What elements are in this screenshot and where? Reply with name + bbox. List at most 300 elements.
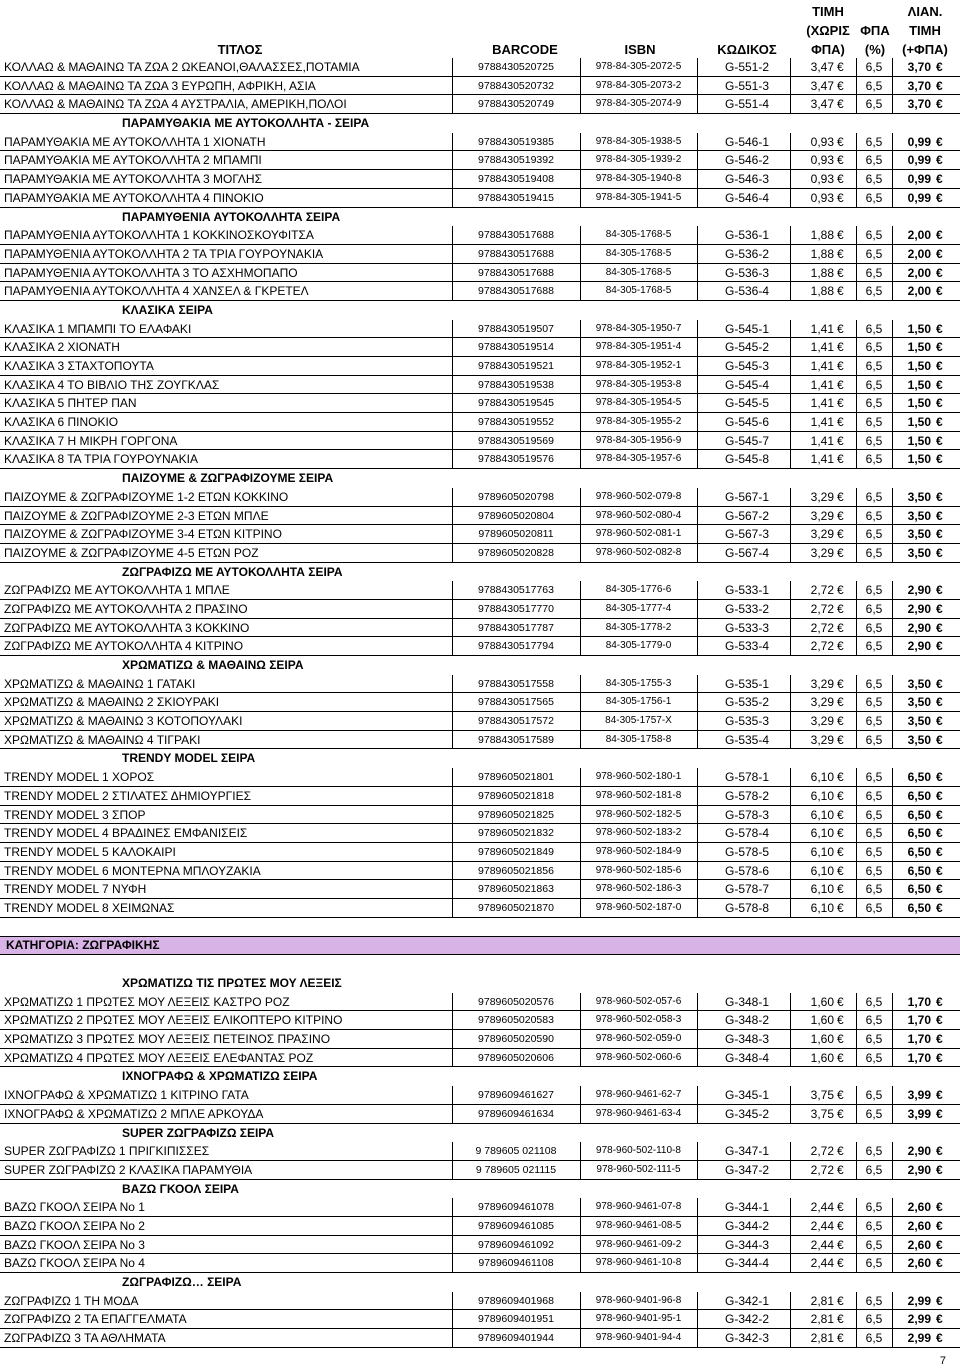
series-heading-row (0, 301, 960, 320)
series-heading: ΧΡΩΜΑΤΙΖΩ ΤΙΣ ΠΡΩΤΕΣ ΜΟΥ ΛΕΞΕΙΣ (122, 976, 342, 990)
currency-symbol: € (837, 676, 844, 691)
vat-cell: 6,5 (865, 415, 883, 430)
retail-price-cell: 1,50 (907, 340, 931, 355)
column-divider (856, 1217, 857, 1236)
category-title: ΚΑΤΗΓΟΡΙΑ: ΖΩΓΡΑΦΙΚΗΣ (6, 938, 160, 953)
column-divider (697, 320, 698, 339)
vat-cell: 6,5 (865, 826, 883, 841)
isbn-cell: 978-960-9461-09-2 (595, 1238, 682, 1250)
price-cell: 3,29 (810, 714, 834, 729)
column-divider (892, 731, 893, 750)
isbn-cell: 84-305-1776-6 (605, 584, 672, 596)
barcode-cell: 9789605020828 (478, 546, 554, 559)
code-cell: G-567-4 (724, 545, 770, 560)
isbn-cell: 978-960-502-057-6 (595, 995, 682, 1007)
column-divider (697, 1161, 698, 1180)
isbn-cell: 978-84-305-2073-2 (595, 79, 682, 91)
product-title: ΠΑΙΖΟΥΜΕ & ΖΩΓΡΑΦΙΖΟΥΜΕ 2-3 ΕΤΩΝ ΜΠΛΕ (4, 508, 269, 523)
currency-symbol: € (837, 190, 844, 205)
column-divider (892, 1086, 893, 1105)
currency-symbol: € (936, 1088, 943, 1103)
price-cell: 2,72 (810, 1162, 834, 1177)
series-heading-row (0, 974, 960, 993)
barcode-cell: 9788430517589 (478, 733, 554, 746)
retail-price-cell: 0,99 (907, 172, 931, 187)
price-cell: 3,47 (810, 97, 834, 112)
column-divider (790, 1198, 791, 1217)
price-cell: 2,44 (810, 1218, 834, 1233)
code-cell: G-567-2 (724, 508, 770, 523)
column-divider (697, 95, 698, 114)
column-divider (790, 581, 791, 600)
series-heading: TRENDY MODEL ΣΕΙΡΑ (122, 751, 256, 766)
column-divider (856, 843, 857, 862)
column-divider (790, 806, 791, 825)
column-divider (856, 58, 857, 77)
column-divider (892, 151, 893, 170)
series-heading: ΖΩΓΡΑΦΙΖΩ ΜΕ ΑΥΤΟΚΟΛΛΗΤΑ ΣΕΙΡΑ (122, 564, 343, 579)
price-cell: 0,93 (810, 153, 834, 168)
price-cell: 2,44 (810, 1256, 834, 1271)
column-divider (580, 1161, 581, 1180)
isbn-cell: 978-960-502-081-1 (595, 528, 682, 540)
column-divider (697, 1030, 698, 1049)
header-code: ΚΩΔΙΚΟΣ (717, 42, 777, 57)
currency-symbol: € (936, 882, 943, 897)
vat-cell: 6,5 (865, 265, 883, 280)
column-divider (790, 1161, 791, 1180)
price-cell: 1,41 (810, 377, 834, 392)
column-divider (790, 544, 791, 563)
column-divider (790, 357, 791, 376)
table-row (0, 843, 960, 862)
column-divider (856, 1329, 857, 1348)
column-divider (790, 170, 791, 189)
vat-cell: 6,5 (865, 1050, 883, 1065)
column-divider (697, 1142, 698, 1161)
column-divider (697, 450, 698, 469)
isbn-cell: 84-305-1757-X (605, 715, 672, 727)
column-divider (892, 1310, 893, 1329)
column-divider (856, 1030, 857, 1049)
product-title: ΧΡΩΜΑΤΙΖΩ & ΜΑΘΑΙΝΩ 2 ΣΚΙΟΥΡΑΚΙ (4, 695, 220, 710)
vat-cell: 6,5 (865, 900, 883, 915)
product-title: ΠΑΙΖΟΥΜΕ & ΖΩΓΡΑΦΙΖΟΥΜΕ 1-2 ΕΤΩΝ ΚΟΚΚΙΝΟ (4, 489, 289, 504)
column-divider (790, 731, 791, 750)
price-cell: 1,60 (810, 1013, 834, 1028)
table-row (0, 619, 960, 638)
barcode-cell: 9789609461085 (478, 1219, 554, 1232)
currency-symbol: € (837, 359, 844, 373)
product-title: ΠΑΙΖΟΥΜΕ & ΖΩΓΡΑΦΙΖΟΥΜΕ 4-5 ΕΤΩΝ ΡΟΖ (4, 545, 259, 560)
retail-price-cell: 3,70 (907, 97, 931, 112)
currency-symbol: € (837, 1312, 844, 1327)
column-divider (790, 507, 791, 526)
column-divider (892, 600, 893, 619)
product-title: TRENDY MODEL 3 ΣΠΟΡ (4, 807, 146, 822)
product-title: ΧΡΩΜΑΤΙΖΩ 1 ΠΡΩΤΕΣ ΜΟΥ ΛΕΞΕΙΣ ΚΑΣΤΡΟ ΡΟΖ (4, 994, 290, 1009)
table-row (0, 1292, 960, 1311)
column-divider (697, 394, 698, 413)
vat-cell: 6,5 (865, 284, 883, 299)
vat-cell: 6,5 (865, 508, 883, 523)
column-divider (892, 450, 893, 469)
column-divider (580, 1011, 581, 1030)
currency-symbol: € (936, 1050, 943, 1065)
price-cell: 6,10 (810, 807, 834, 822)
column-divider (580, 693, 581, 712)
currency-symbol: € (936, 78, 943, 93)
retail-price-cell: 2,99 (907, 1293, 931, 1308)
table-row (0, 862, 960, 881)
column-divider (856, 993, 857, 1012)
retail-price-cell: 3,50 (907, 545, 931, 560)
vat-cell: 6,5 (865, 1237, 883, 1252)
column-divider (580, 824, 581, 843)
product-title: ΠΑΡΑΜΥΘΕΝΙΑ ΑΥΤΟΚΟΛΛΗΤΑ 1 ΚΟΚΚΙΝΟΣΚΟΥΦΙΤΣΑ (4, 228, 314, 243)
isbn-cell: 84-305-1768-5 (605, 285, 672, 297)
vat-cell: 6,5 (865, 639, 883, 654)
price-cell: 1,41 (810, 452, 834, 467)
price-cell: 2,44 (810, 1237, 834, 1252)
table-row (0, 600, 960, 619)
column-divider (790, 637, 791, 656)
column-divider (580, 1310, 581, 1329)
currency-symbol: € (936, 228, 943, 243)
currency-symbol: € (936, 321, 943, 336)
header-vat: ΦΠΑ (%) (860, 23, 890, 57)
column-divider (892, 95, 893, 114)
column-divider (856, 338, 857, 357)
barcode-cell: 9788430519415 (478, 191, 554, 204)
code-cell: G-567-1 (724, 489, 770, 504)
column-divider (697, 245, 698, 264)
table-row (0, 824, 960, 843)
code-cell: G-348-4 (724, 1050, 770, 1065)
column-divider (856, 544, 857, 563)
currency-symbol: € (936, 265, 943, 280)
column-divider (790, 1105, 791, 1124)
column-divider (892, 413, 893, 432)
currency-symbol: € (936, 620, 943, 635)
product-title: TRENDY MODEL 4 ΒΡΑΔΙΝΕΣ ΕΜΦΑΝΙΣΕΙΣ (4, 826, 248, 841)
isbn-cell: 978-960-502-185-6 (595, 864, 682, 876)
isbn-cell: 978-84-305-1952-1 (595, 360, 682, 371)
currency-symbol: € (837, 639, 844, 654)
column-divider (790, 77, 791, 96)
header-price: ΤΙΜΗ (ΧΩΡΙΣ ΦΠΑ) (806, 4, 850, 57)
column-divider (790, 600, 791, 619)
vat-cell: 6,5 (865, 489, 883, 504)
column-divider (856, 432, 857, 451)
barcode-cell: 9789605021801 (478, 771, 554, 784)
code-cell: G-578-1 (724, 770, 770, 785)
column-divider (790, 133, 791, 152)
table-row (0, 133, 960, 152)
column-divider (697, 264, 698, 283)
column-divider (892, 1161, 893, 1180)
isbn-cell: 978-960-502-079-8 (595, 490, 682, 502)
currency-symbol: € (837, 321, 844, 336)
product-title: ΠΑΙΖΟΥΜΕ & ΖΩΓΡΑΦΙΖΟΥΜΕ 3-4 ΕΤΩΝ ΚΙΤΡΙΝΟ (4, 527, 282, 542)
table-row (0, 151, 960, 170)
column-divider (580, 1142, 581, 1161)
column-divider (856, 600, 857, 619)
price-cell: 2,72 (810, 601, 834, 616)
currency-symbol: € (936, 508, 943, 523)
product-title: ΧΡΩΜΑΤΙΖΩ 3 ΠΡΩΤΕΣ ΜΟΥ ΛΕΞΕΙΣ ΠΕΤΕΙΝΟΣ ΠΡΑΣΙΝΟ (4, 1032, 331, 1047)
table-row (0, 432, 960, 451)
isbn-cell: 978-960-9461-62-7 (595, 1089, 682, 1101)
currency-symbol: € (936, 695, 943, 710)
column-divider (697, 133, 698, 152)
code-cell: G-533-2 (724, 601, 770, 616)
product-title: ΒΑΖΩ ΓΚΟΟΛ ΣΕΙΡΑ No 1 (4, 1200, 145, 1215)
vat-cell: 6,5 (865, 246, 883, 261)
column-divider (856, 1142, 857, 1161)
barcode-cell: 9 789605 021115 (475, 1163, 557, 1176)
currency-symbol: € (936, 639, 943, 654)
column-divider (697, 1310, 698, 1329)
column-divider (790, 1030, 791, 1049)
column-divider (580, 880, 581, 899)
code-cell: G-536-3 (724, 265, 770, 280)
product-title: ΚΟΛΛΑΩ & ΜΑΘΑΙΝΩ ΤΑ ΖΩΑ 2 ΩΚΕΑΝΟΙ,ΘΑΛΑΣΣΕΣ,ΠΟΤΑΜΙΑ (4, 60, 360, 74)
column-divider (790, 1254, 791, 1273)
column-divider (892, 824, 893, 843)
column-divider (892, 806, 893, 825)
table-row (0, 376, 960, 395)
barcode-cell: 9788430517572 (478, 715, 554, 728)
currency-symbol: € (837, 1144, 844, 1159)
column-divider (892, 525, 893, 544)
barcode-cell: 9789605021818 (478, 789, 554, 802)
column-divider (790, 58, 791, 77)
currency-symbol: € (837, 1162, 844, 1177)
product-title: ΠΑΡΑΜΥΘΑΚΙΑ ΜΕ ΑΥΤΟΚΟΛΛΗΤΑ 2 ΜΠΑΜΠΙ (4, 153, 262, 168)
product-title: ΒΑΖΩ ΓΚΟΟΛ ΣΕΙΡΑ No 2 (4, 1218, 145, 1233)
currency-symbol: € (837, 714, 844, 729)
vat-cell: 6,5 (865, 433, 883, 448)
price-cell: 6,10 (810, 882, 834, 897)
barcode-cell: 9788430520725 (478, 61, 554, 73)
product-title: TRENDY MODEL 1 ΧΟΡΟΣ (4, 770, 155, 785)
retail-price-cell: 1,50 (907, 321, 931, 336)
column-divider (790, 768, 791, 787)
price-cell: 0,93 (810, 190, 834, 205)
price-cell: 2,81 (810, 1293, 834, 1308)
retail-price-cell: 3,50 (907, 489, 931, 504)
code-cell: G-545-1 (724, 321, 770, 336)
column-divider (580, 1236, 581, 1255)
column-divider (856, 1161, 857, 1180)
product-title: TRENDY MODEL 5 ΚΑΛΟΚΑΙΡΙ (4, 844, 176, 859)
column-divider (892, 245, 893, 264)
isbn-cell: 978-960-502-060-6 (595, 1051, 682, 1063)
price-cell: 1,41 (810, 415, 834, 430)
price-cell: 1,88 (810, 246, 834, 261)
table-row (0, 525, 960, 544)
column-divider (892, 170, 893, 189)
column-divider (580, 226, 581, 245)
table-row (0, 1105, 960, 1124)
isbn-cell: 978-84-305-2072-5 (595, 61, 682, 72)
column-divider (790, 189, 791, 208)
column-divider (856, 787, 857, 806)
vat-cell: 6,5 (865, 134, 883, 149)
price-cell: 3,29 (810, 508, 834, 523)
currency-symbol: € (936, 172, 943, 187)
code-cell: G-347-2 (724, 1162, 770, 1177)
column-divider (892, 862, 893, 881)
currency-symbol: € (837, 60, 844, 74)
currency-symbol: € (936, 676, 943, 691)
retail-price-cell: 3,50 (907, 676, 931, 691)
isbn-cell: 978-960-502-181-8 (595, 789, 682, 801)
header-retail: ΛΙΑΝ. ΤΙΜΗ (+ΦΠΑ) (902, 4, 948, 57)
column-divider (892, 264, 893, 283)
column-divider (697, 731, 698, 750)
column-divider (580, 1329, 581, 1348)
column-divider (856, 1236, 857, 1255)
currency-symbol: € (837, 340, 844, 355)
currency-symbol: € (837, 97, 844, 112)
column-divider (580, 357, 581, 376)
isbn-cell: 978-960-502-059-0 (595, 1033, 682, 1045)
header-barcode: BARCODE (492, 42, 558, 57)
column-divider (790, 264, 791, 283)
product-title: ΠΑΡΑΜΥΘΕΝΙΑ ΑΥΤΟΚΟΛΛΗΤΑ 4 ΧΑΝΣΕΛ & ΓΚΡΕΤΕΛ (4, 284, 309, 299)
column-divider (697, 675, 698, 694)
column-divider (790, 376, 791, 395)
code-cell: G-578-7 (724, 882, 770, 897)
column-divider (892, 843, 893, 862)
product-title: TRENDY MODEL 8 ΧΕΙΜΩΝΑΣ (4, 900, 175, 915)
table-row (0, 488, 960, 507)
column-divider (856, 731, 857, 750)
column-divider (790, 1086, 791, 1105)
retail-price-cell: 1,50 (907, 433, 931, 448)
retail-price-cell: 6,50 (907, 770, 931, 785)
column-divider (697, 544, 698, 563)
currency-symbol: € (837, 433, 844, 448)
retail-price-cell: 6,50 (907, 807, 931, 822)
barcode-cell: 9788430519521 (478, 360, 554, 372)
code-cell: G-348-1 (724, 994, 770, 1009)
code-cell: G-342-1 (724, 1293, 770, 1308)
currency-symbol: € (936, 377, 943, 392)
currency-symbol: € (936, 1312, 943, 1327)
price-cell: 1,88 (810, 284, 834, 299)
currency-symbol: € (936, 1162, 943, 1177)
retail-price-cell: 3,50 (907, 732, 931, 747)
currency-symbol: € (936, 583, 943, 598)
currency-symbol: € (837, 134, 844, 149)
code-cell: G-567-3 (724, 527, 770, 542)
product-title: ΠΑΡΑΜΥΘΑΚΙΑ ΜΕ ΑΥΤΟΚΟΛΛΗΤΑ 1 ΧΙΟΝΑΤΗ (4, 134, 266, 149)
column-divider (697, 1086, 698, 1105)
column-divider (697, 1011, 698, 1030)
column-divider (856, 226, 857, 245)
price-cell: 2,44 (810, 1200, 834, 1215)
vat-cell: 6,5 (865, 1144, 883, 1159)
product-title: ΚΛΑΣΙΚΑ 4 ΤΟ ΒΙΒΛΙΟ ΤΗΣ ΖΟΥΓΚΛΑΣ (4, 377, 220, 392)
product-title: ΧΡΩΜΑΤΙΖΩ 4 ΠΡΩΤΕΣ ΜΟΥ ΛΕΞΕΙΣ ΕΛΕΦΑΝΤΑΣ ΡΟΖ (4, 1050, 314, 1065)
column-divider (580, 413, 581, 432)
column-divider (580, 189, 581, 208)
isbn-cell: 84-305-1758-8 (605, 733, 672, 745)
currency-symbol: € (936, 1218, 943, 1233)
vat-cell: 6,5 (865, 321, 883, 336)
price-cell: 1,41 (810, 359, 834, 373)
product-title: ΠΑΡΑΜΥΘΑΚΙΑ ΜΕ ΑΥΤΟΚΟΛΛΗΤΑ 3 ΜΟΓΛΗΣ (4, 172, 262, 187)
vat-cell: 6,5 (865, 601, 883, 616)
table-row (0, 226, 960, 245)
product-title: ΠΑΡΑΜΥΘΕΝΙΑ ΑΥΤΟΚΟΛΛΗΤΑ 2 ΤΑ ΤΡΙΑ ΓΟΥΡΟΥΝΑΚΙΑ (4, 246, 324, 261)
vat-cell: 6,5 (865, 1088, 883, 1103)
isbn-cell: 978-960-9401-95-1 (595, 1313, 682, 1325)
retail-price-cell: 2,60 (907, 1218, 931, 1233)
column-divider (790, 525, 791, 544)
column-divider (790, 862, 791, 881)
vat-cell: 6,5 (865, 190, 883, 205)
barcode-cell: 9788430517688 (478, 247, 554, 260)
isbn-cell: 978-960-9401-94-4 (595, 1332, 682, 1344)
retail-price-cell: 0,99 (907, 134, 931, 149)
currency-symbol: € (936, 994, 943, 1009)
column-divider (856, 712, 857, 731)
currency-symbol: € (936, 545, 943, 560)
currency-symbol: € (936, 359, 943, 373)
retail-price-cell: 2,90 (907, 1144, 931, 1159)
code-cell: G-545-4 (724, 377, 770, 392)
vat-cell: 6,5 (865, 1032, 883, 1047)
column-divider (856, 357, 857, 376)
column-divider (580, 95, 581, 114)
currency-symbol: € (837, 788, 844, 803)
column-divider (790, 226, 791, 245)
table-row (0, 899, 960, 918)
barcode-cell: 9789609461627 (478, 1089, 554, 1102)
isbn-cell: 84-305-1756-1 (605, 696, 672, 708)
code-cell: G-347-1 (724, 1144, 770, 1159)
series-heading-row (0, 749, 960, 768)
price-cell: 6,10 (810, 788, 834, 803)
column-divider (697, 787, 698, 806)
product-title: SUPER ΖΩΓΡΑΦΙΖΩ 1 ΠΡΙΓΚΙΠΙΣΣΕΣ (4, 1144, 210, 1159)
price-cell: 3,29 (810, 545, 834, 560)
code-cell: G-344-2 (724, 1218, 770, 1233)
table-row (0, 880, 960, 899)
column-divider (892, 432, 893, 451)
column-divider (790, 1049, 791, 1068)
currency-symbol: € (837, 508, 844, 523)
code-cell: G-551-3 (724, 78, 770, 93)
column-divider (580, 1105, 581, 1124)
column-divider (580, 488, 581, 507)
isbn-cell: 84-305-1768-5 (605, 229, 672, 241)
barcode-cell: 9788430517688 (478, 285, 554, 298)
column-divider (892, 581, 893, 600)
vat-cell: 6,5 (865, 172, 883, 187)
series-heading: ΧΡΩΜΑΤΙΖΩ & ΜΑΘΑΙΝΩ ΣΕΙΡΑ (122, 658, 304, 672)
product-title: ΖΩΓΡΑΦΙΖΩ ΜΕ ΑΥΤΟΚΟΛΛΗΤΑ 4 ΚΙΤΡΙΝΟ (4, 639, 244, 654)
price-cell: 3,47 (810, 60, 834, 74)
code-cell: G-345-1 (724, 1088, 770, 1103)
vat-cell: 6,5 (865, 78, 883, 93)
column-divider (697, 637, 698, 656)
code-cell: G-536-4 (724, 284, 770, 299)
